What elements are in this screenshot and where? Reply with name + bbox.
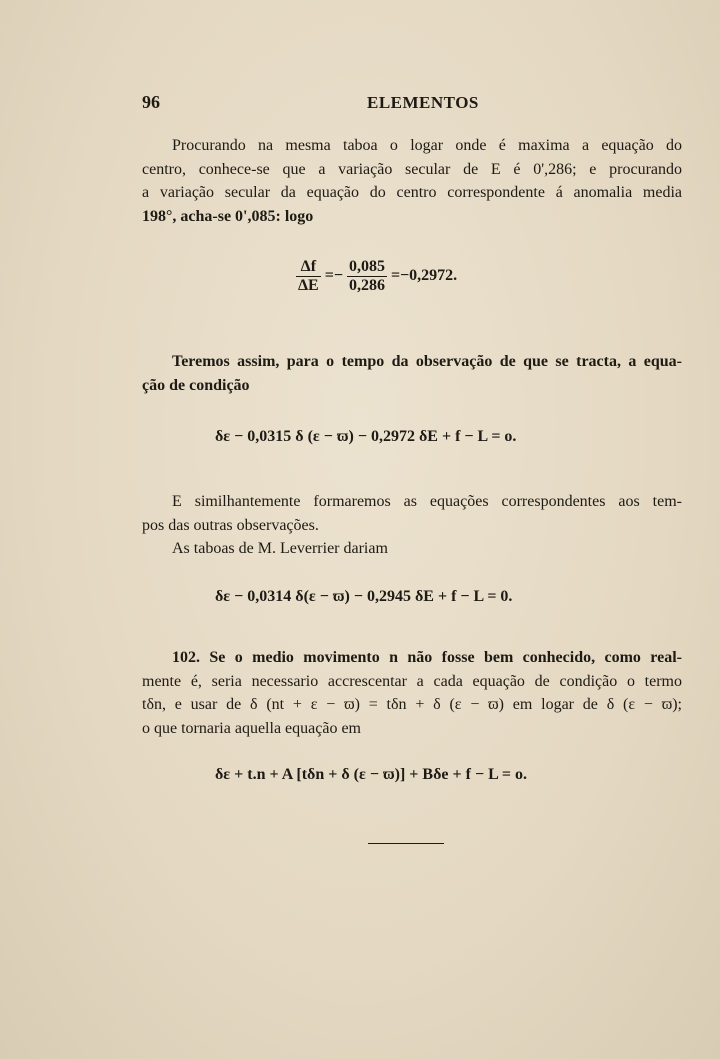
section-rule: [368, 843, 444, 844]
paragraph-3: [142, 490, 682, 561]
leverrier-equation: δε − 0,0314 δ(ε − ϖ) − 0,2945 δE + f − L = 0.: [215, 588, 513, 605]
extended-equation: δε + t.n + A [tδn + δ (ε − ϖ)] + Bδe + f − L = o.: [215, 766, 527, 783]
fraction-lhs: [296, 258, 321, 295]
paragraph-4: [142, 646, 682, 740]
text-line: ção de condição: [142, 376, 250, 394]
page-header: [142, 92, 682, 116]
text-line: centro, conhece-se que a variação secular de E é 0',286; e procurando: [142, 160, 682, 178]
formula-result: =−0,2972.: [390, 267, 458, 285]
text-line: a variação secular da equação do centro correspondente á anomalia media: [142, 184, 682, 201]
paragraph-1: [142, 134, 682, 228]
condition-equation: δε − 0,0315 δ (ε − ϖ) − 0,2972 δE + f − L = o.: [215, 428, 517, 445]
fraction-rhs: [347, 258, 387, 295]
text-line: tδn, e usar de δ (nt + ε − ϖ) = tδn + δ (ε − ϖ) em logar de δ (ε − ϖ);: [142, 696, 682, 713]
text-line: pos das outras observações.: [142, 516, 319, 534]
text-line: mente é, seria necessario accrescentar a cada equação de condição o termo: [142, 672, 682, 690]
text-line: E similhantemente formaremos as equações correspondentes aos tem-: [172, 493, 682, 510]
text-line: o que tornaria aquella equação em: [142, 719, 361, 737]
formula-ratio: [296, 258, 457, 295]
text-line: Procurando na mesma taboa o logar onde é maxima a equação do: [172, 137, 682, 154]
fraction-denominator: ΔE: [298, 277, 319, 294]
paragraph-2: [142, 350, 682, 397]
text-line: As taboas de M. Leverrier dariam: [172, 540, 388, 557]
page-number: 96: [142, 92, 160, 112]
text-line: 102. Se o medio movimento n não fosse bem conhecido, como real-: [172, 649, 682, 666]
fraction-numerator: 0,085: [348, 258, 385, 275]
fraction-numerator: Δf: [300, 258, 317, 275]
formula-operator: =−: [324, 267, 343, 285]
running-title: ELEMENTOS: [367, 93, 479, 112]
text-line: Teremos assim, para o tempo da observação de que se tracta, a equa-: [172, 353, 682, 370]
text-line: 198°, acha-se 0',085: logo: [142, 207, 314, 225]
fraction-denominator: 0,286: [348, 277, 385, 294]
